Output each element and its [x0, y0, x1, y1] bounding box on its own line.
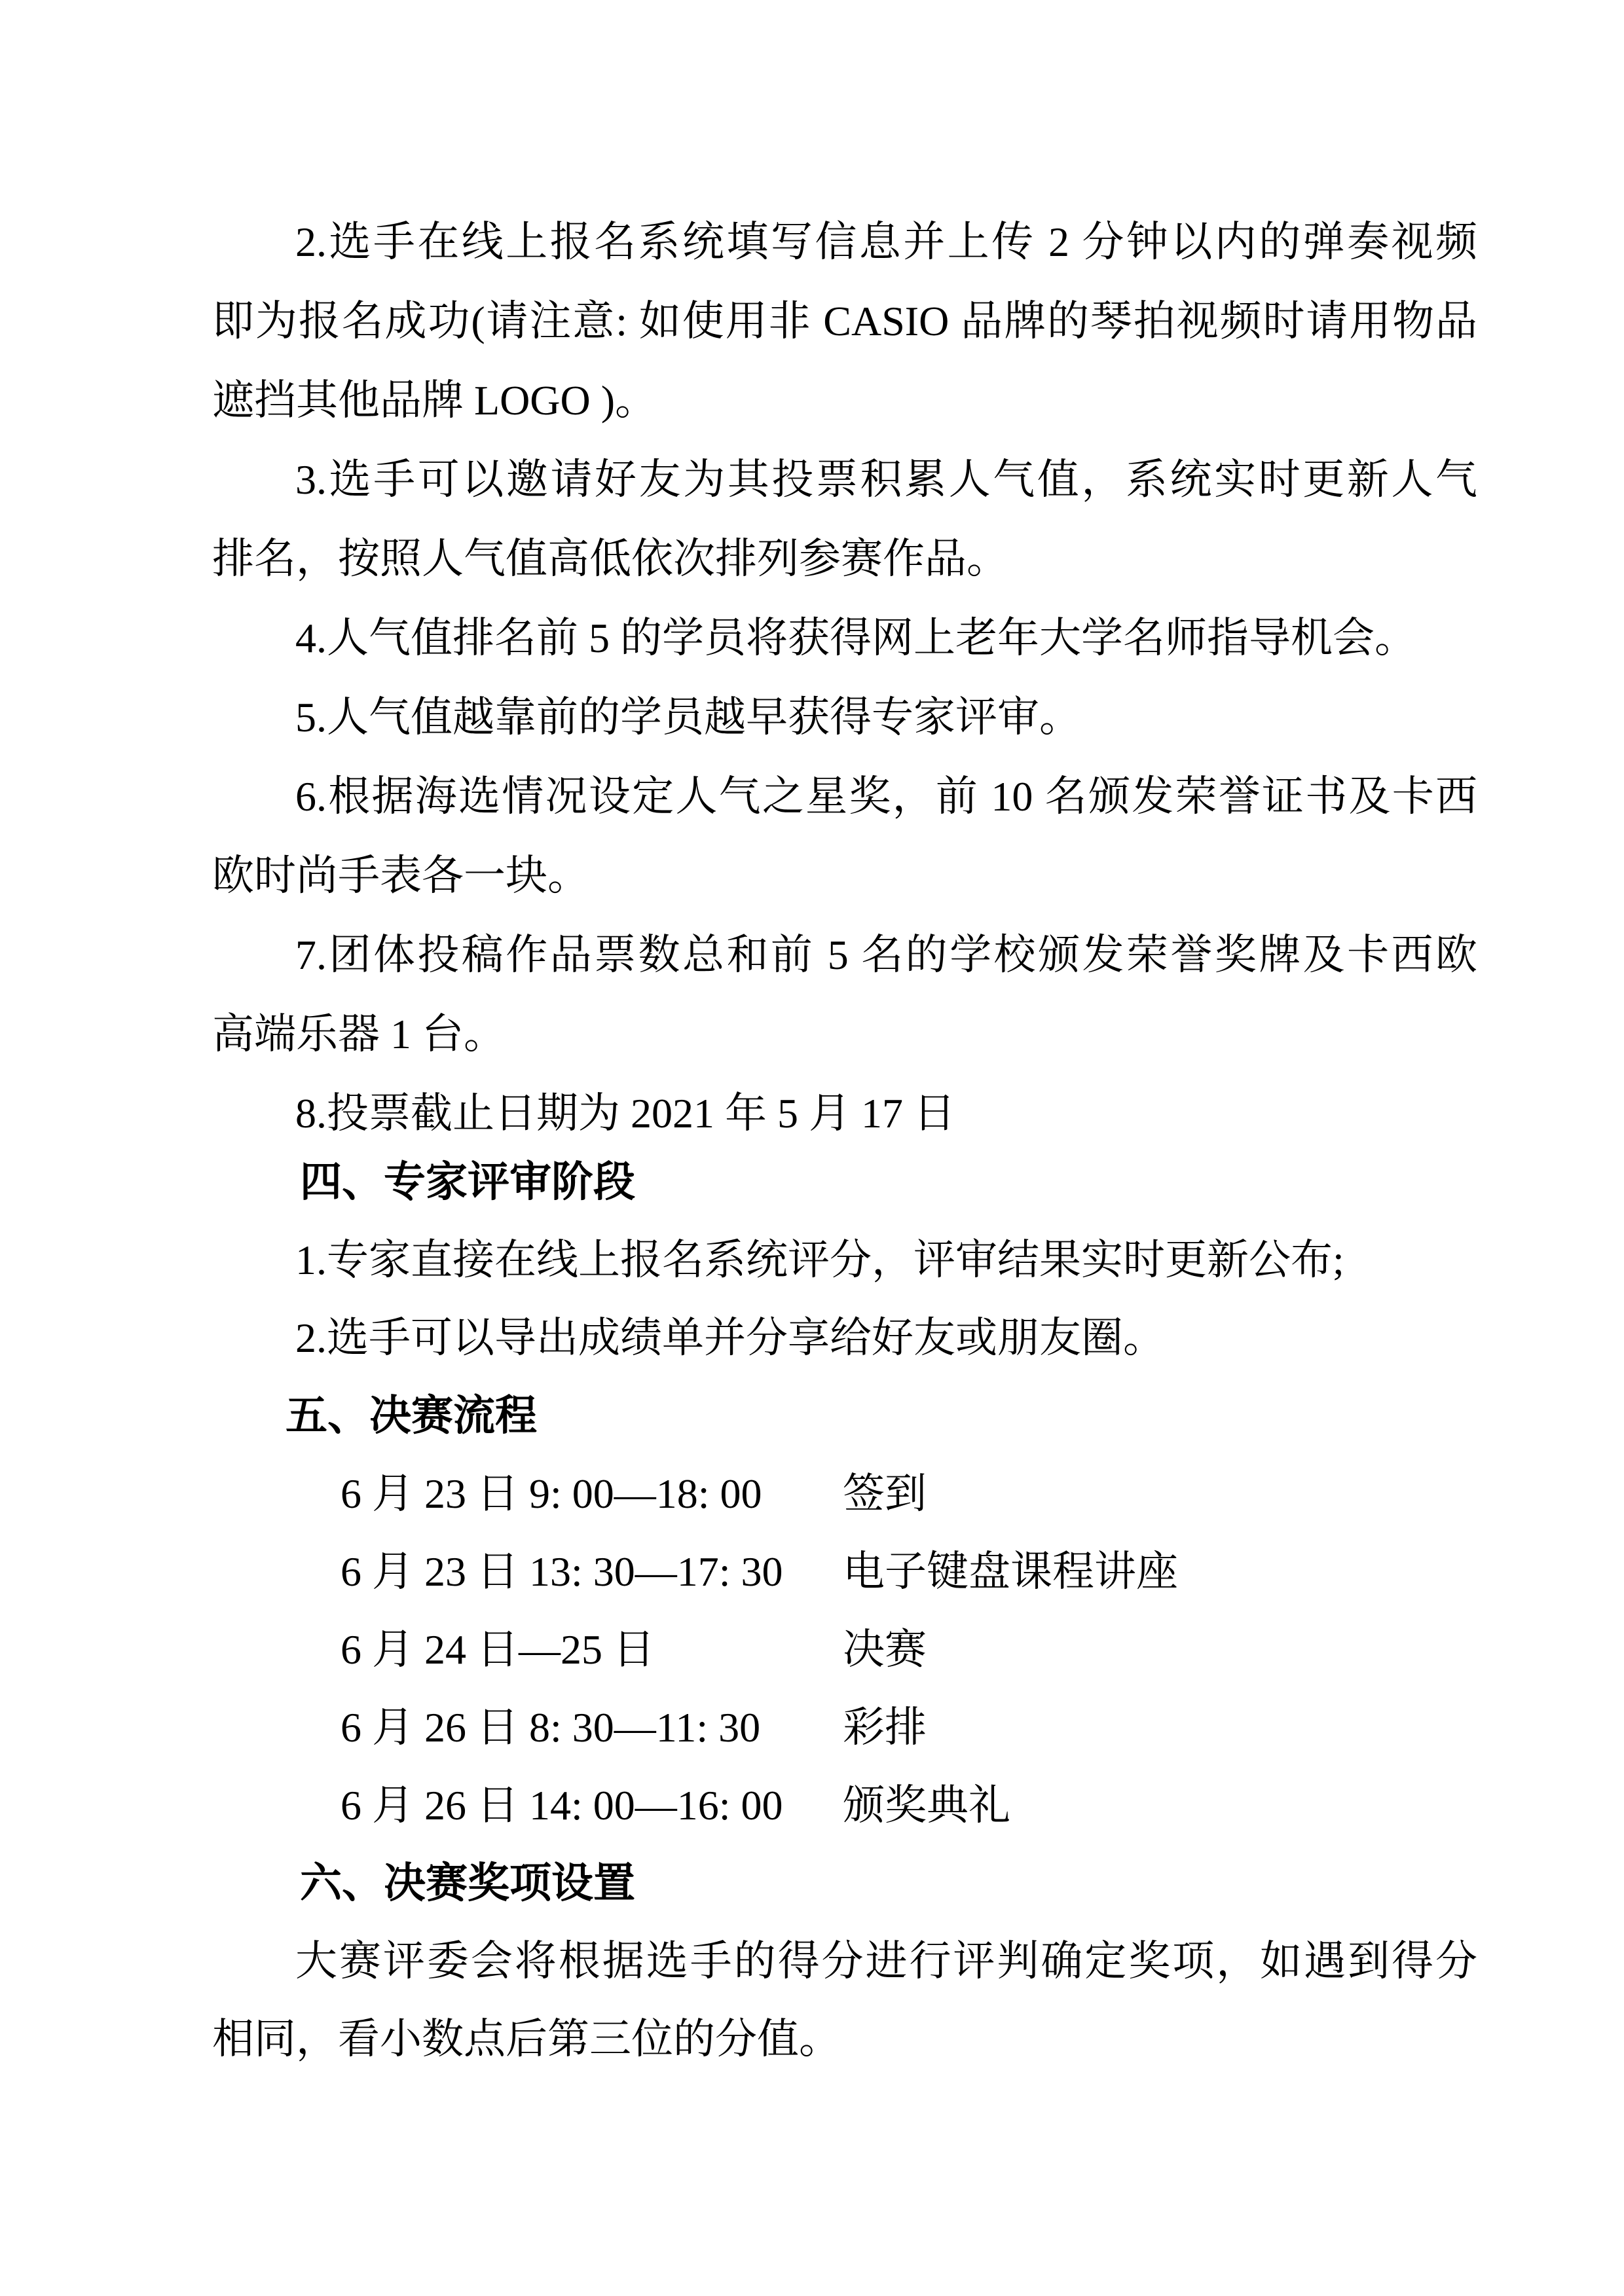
rule-4-line-1: 4.人气值排名前 5 的学员将获得网上老年大学名师指导机会。: [295, 615, 1416, 661]
rule-3-line-2: 排名，按照人气值高低依次排列参赛作品。: [212, 536, 1008, 582]
schedule-time: 6 月 23 日 9: 00—18: 00: [341, 1470, 762, 1517]
final-schedule-heading: 五、决赛流程: [286, 1392, 537, 1439]
rule-5-line-1: 5.人气值越靠前的学员越早获得专家评审。: [295, 694, 1081, 740]
awards-line-1: 大赛评委会将根据选手的得分进行评判确定奖项，如遇到得分: [295, 1938, 1477, 1984]
schedule-event: 电子键盘课程讲座: [843, 1548, 1178, 1595]
rule-2-line-3: 遮挡其他品牌 LOGO )。: [212, 377, 657, 424]
schedule-time: 6 月 24 日—25 日: [341, 1626, 655, 1673]
rule-6-line-2: 欧时尚手表各一块。: [212, 852, 589, 899]
rule-3-line-1: 3.选手可以邀请好友为其投票积累人气值，系统实时更新人气: [295, 456, 1477, 503]
awards-heading: 六、决赛奖项设置: [300, 1859, 635, 1906]
rule-6-line-1: 6.根据海选情况设定人气之星奖，前 10 名颁发荣誉证书及卡西: [295, 773, 1477, 820]
expert-review-item-1: 1.专家直接在线上报名系统评分，评审结果实时更新公布;: [295, 1237, 1344, 1283]
schedule-time: 6 月 26 日 8: 30—11: 30: [341, 1704, 761, 1751]
schedule-row: [212, 1455, 1477, 1533]
expert-review-heading: 四、专家评审阶段: [300, 1158, 635, 1205]
schedule-row: [212, 1611, 1477, 1688]
schedule-row: [212, 1766, 1477, 1844]
rule-8-line-1: 8.投票截止日期为 2021 年 5 月 17 日: [295, 1090, 955, 1137]
schedule-row: [212, 1688, 1477, 1766]
rule-7-line-1: 7.团体投稿作品票数总和前 5 名的学校颁发荣誉奖牌及卡西欧: [295, 932, 1477, 978]
rule-7-line-2: 高端乐器 1 台。: [212, 1011, 506, 1057]
schedule-event: 签到: [843, 1470, 927, 1517]
schedule-row: [212, 1533, 1477, 1611]
schedule-time: 6 月 23 日 13: 30—17: 30: [341, 1548, 783, 1595]
schedule-event: 彩排: [843, 1704, 927, 1751]
voting-rules-section: [212, 202, 1477, 1153]
expert-review-item-2: 2.选手可以导出成绩单并分享给好友或朋友圈。: [295, 1315, 1165, 1361]
schedule-event: 决赛: [843, 1626, 927, 1673]
schedule-event: 颁奖典礼: [843, 1782, 1010, 1829]
schedule-time: 6 月 26 日 14: 00—16: 00: [341, 1782, 783, 1829]
rule-2-line-1: 2.选手在线上报名系统填写信息并上传 2 分钟以内的弹奏视频: [295, 219, 1477, 265]
awards-line-2: 相同，看小数点后第三位的分值。: [212, 2016, 841, 2062]
later-sections: [212, 1143, 1477, 2078]
rule-2-line-2: 即为报名成功(请注意: 如使用非 CASIO 品牌的琴拍视频时请用物品: [212, 298, 1477, 344]
